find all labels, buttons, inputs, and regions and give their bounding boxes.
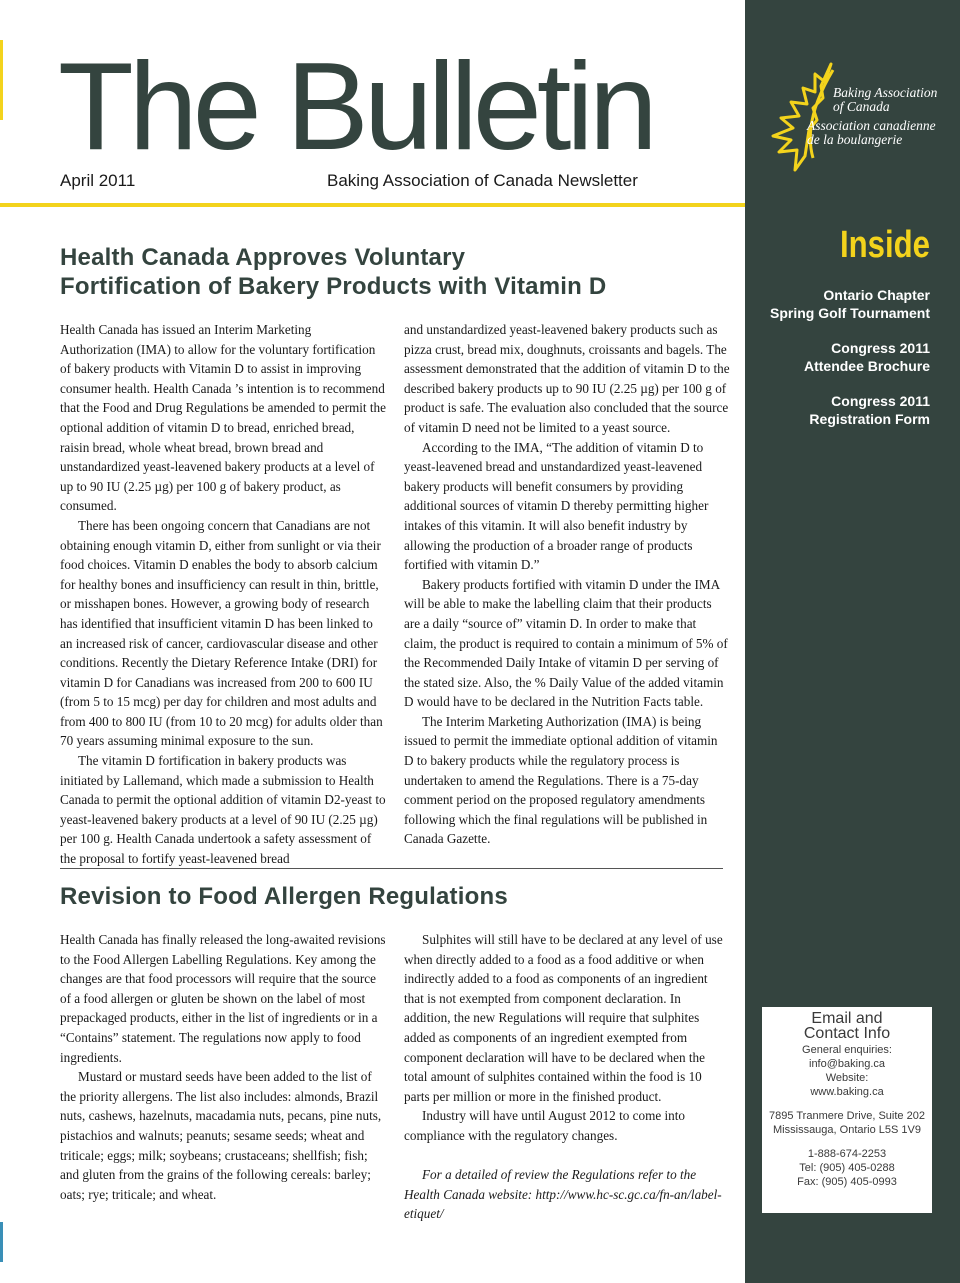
toll-free-phone: 1-888-674-2253: [807, 1148, 887, 1160]
paragraph: Bakery products fortified with vitamin D under the IMA will be able to make the labelling claim that their products are a daily “source of” vitamin D. In order to make that claim, the product is required to contain a minimum of 5% of the Recommended Daily Intake of vitamin D per serving of the stated size. Also, the % Daily Value of the added vitamin D would have to be declared in the Nutrition Facts table.: [404, 576, 728, 710]
inside-link-line: Congress 2011: [831, 340, 930, 356]
edge-color-mark-bottom: [0, 1222, 3, 1262]
paragraph: Health Canada has issued an Interim Marketing Authorization (IMA) to allow for the voluntary fortification of bakery products with Vitamin D to assist in improving consumer health. Health Canada ’s intention is to recommend that the Food and Drug Regulations be amended to permit the optional addition of vitamin D to bread, enriched bread, raisin bread, whole wheat bread, brown bread and unstandardized yeast-leavened bakery products at a level of up to 90 IU (2.25 µg) per 100 g of bakery product, as consumed.: [60, 322, 386, 514]
paragraph: and unstandardized yeast-leavened bakery products such as pizza crust, bread mix, doughnuts, croissants and bagels. The assessment demonstrated that the addition of vitamin D to the described bakery products up to 90 IU (2.25 µg) per 100 g of product is safe. The evaluation also concluded that the source of vitamin D need not be limited to a yeast source.: [404, 322, 730, 435]
logo-text-fr-2: de la boulangerie: [807, 132, 903, 147]
website-link[interactable]: www.baking.ca: [810, 1086, 884, 1098]
inside-link-line: Spring Golf Tournament: [770, 305, 930, 321]
logo-text-fr-1: Association canadienne: [807, 118, 936, 133]
article2-column-2: [404, 930, 730, 1224]
paragraph: Sulphites will still have to be declared at any level of use when directly added to a food as a food additive or when indirectly added to a food as components of an ingredient that is not exempted from component declaration. In addition, the new Regulations will require that sulphites added as components of an ingredient exempted from component declaration will have to be declared when the total amount of sulphites contained within the food is 10 parts per million or more in the finished product.: [404, 932, 723, 1104]
address-line: 7895 Tranmere Drive, Suite 202: [769, 1110, 925, 1122]
paragraph: The vitamin D fortification in bakery products was initiated by Lallemand, which made a submission to Health Canada to permit the optional addition of vitamin D2-yeast to yeast-leavened bakery products at a level of 90 IU (2.25 µg) per 100 g. Health Canada undertook a safety assessment of the proposal to fortify yeast-leavened bread: [60, 753, 386, 867]
fax-number: Fax: (905) 405-0993: [797, 1176, 897, 1188]
article1-column-1: [60, 320, 386, 869]
inside-link-attendee-brochure[interactable]: [760, 339, 930, 375]
association-logo: [763, 60, 953, 185]
article-title-allergen: Revision to Food Allergen Regulations: [60, 883, 508, 910]
contact-title: [762, 1007, 932, 1041]
paragraph: The Interim Marketing Authorization (IMA) is being issued to permit the immediate optional addition of vitamin D to bakery products while the regulatory process is undertaken to amend the Regulations. There is a 75-day comment period on the proposed regulatory amendments following which the final regulations will be published in Canada Gazette.: [404, 713, 718, 847]
inside-link-line: Ontario Chapter: [823, 287, 930, 303]
tel-number: Tel: (905) 405-0288: [799, 1162, 895, 1174]
inside-link-line: Registration Form: [809, 411, 930, 427]
address-line: Mississauga, Ontario L5S 1V9: [773, 1124, 921, 1136]
inside-links: [760, 286, 930, 445]
paragraph: Mustard or mustard seeds have been added to the list of the priority allergens. The list also includes: almonds, Brazil nuts, cashews, hazelnuts, macadamia nuts, pecans, pine nuts, pistachios and walnuts; peanuts; sesame seeds; wheat and triticale; eggs; milk; soybeans; crustaceans; shellfish; fish; and gluten from the grains of the following cereals: barley; oats; rye; triticale; and wheat.: [60, 1069, 382, 1202]
inside-link-registration-form[interactable]: [760, 392, 930, 428]
paragraph: Health Canada has finally released the long-awaited revisions to the Food Allergen Labelling Regulations. Key among the changes are that food processors will require that the source of a food allergen or gluten be shown on the label of most prepackaged products, either in the list of ingredients or in a “Contains” statement. The regulations now apply to food ingredients.: [60, 932, 386, 1065]
contact-info-box: [762, 1007, 932, 1213]
enquiries-label: General enquiries:: [802, 1044, 892, 1056]
article-title-line: Fortification of Bakery Products with Vitamin D: [60, 273, 607, 300]
masthead-rule: [0, 203, 745, 207]
website-label: Website:: [825, 1072, 869, 1084]
inside-link-line: Congress 2011: [831, 393, 930, 409]
edge-color-mark-top: [0, 40, 3, 120]
logo-text-en-2: of Canada: [833, 99, 890, 114]
inside-link-line: Attendee Brochure: [803, 358, 930, 374]
paragraph: According to the IMA, “The addition of vitamin D to yeast-leavened bread and unstandardized yeast-leavened bakery products will benefit consumers by providing additional sources of vitamin D thereby permitting higher intakes of this vitamin. It will also benefit industry by allowing the production of a broader range of products fortified with vitamin D.”: [404, 439, 709, 573]
logo-text-en-1: Baking Association: [833, 85, 938, 100]
contact-title-line: Email and: [811, 1010, 883, 1027]
paragraph: Industry will have until August 2012 to come into compliance with the regulatory changes.: [404, 1108, 685, 1143]
paragraph: There has been ongoing concern that Canadians are not obtaining enough vitamin D, either from sunlight or via their food choices. Vitamin D enables the body to absorb calcium for healthy bones and insufficiency can result in thin, brittle, or misshapen bones. However, a growing body of research has identified that insufficient vitamin D has been linked to an increased risk of cancer, cardiovascular disease and other conditions. Recently the Dietary Reference Intake (DRI) for vitamin D for Canadians was increased from 200 to 600 IU (from 5 to 15 mcg) per day for children and most adults and from 400 to 800 IU (from 10 to 20 mcg) for adults older than 70 years assuming minimal exposure to the sun.: [60, 517, 383, 749]
regulations-reference-link[interactable]: For a detailed of review the Regulations refer to the Health Canada website: http://www.hc-sc.gc.ca/fn-an/label-etiquet/: [404, 1167, 722, 1222]
contact-title-line: Contact Info: [803, 1025, 891, 1042]
inside-heading: Inside: [839, 224, 930, 266]
article-divider: [60, 868, 723, 869]
issue-date: April 2011: [60, 171, 136, 190]
article1-column-2: [404, 320, 730, 849]
newsletter-subtitle: Baking Association of Canada Newsletter: [327, 171, 638, 190]
article2-column-1: [60, 930, 386, 1204]
newsletter-title: The Bulletin: [58, 38, 653, 176]
contact-email-link[interactable]: info@baking.ca: [809, 1058, 885, 1070]
inside-link-golf-tournament[interactable]: [760, 286, 930, 322]
article-title-line: Health Canada Approves Voluntary: [60, 244, 466, 271]
article-title-vitamin-d: [60, 243, 606, 301]
